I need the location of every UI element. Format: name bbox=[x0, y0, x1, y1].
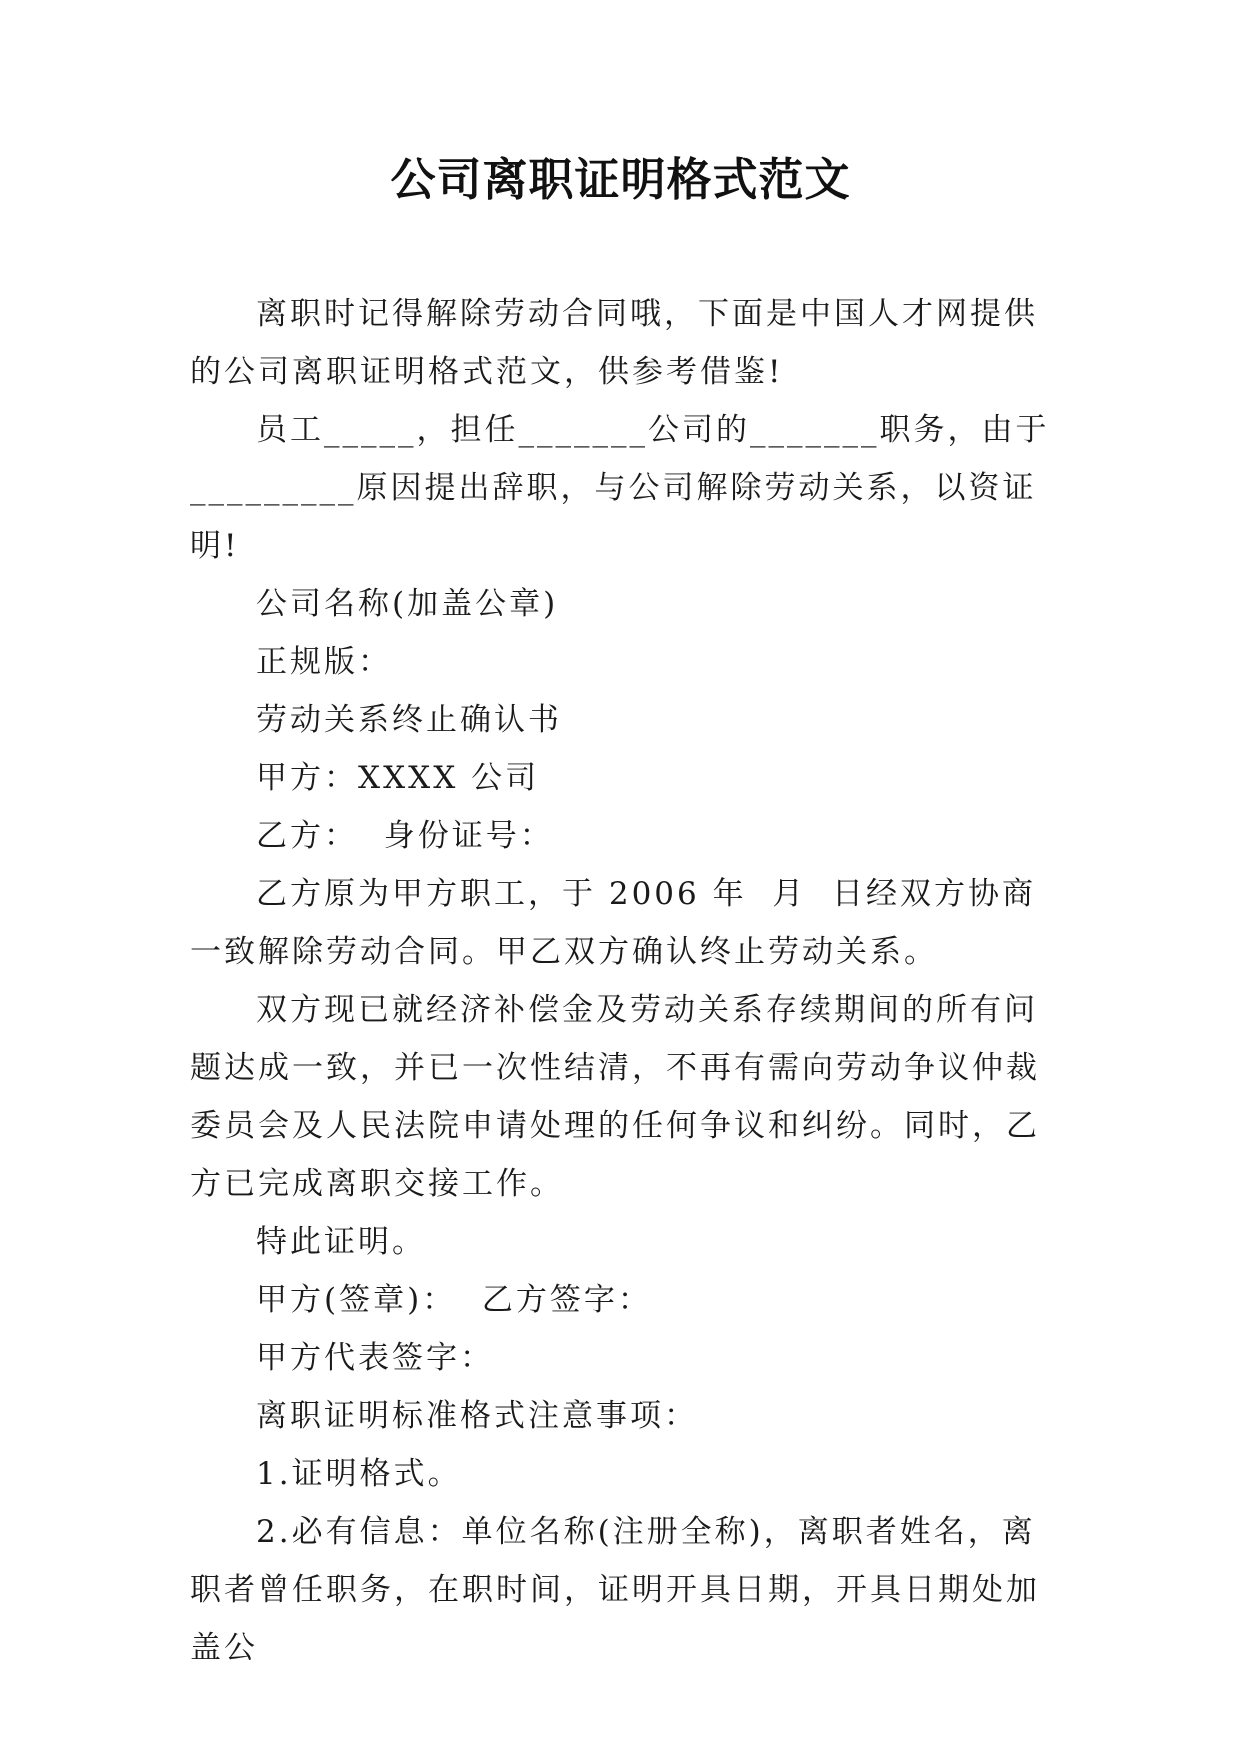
paragraph-hereby-certify: 特此证明。 bbox=[256, 1224, 426, 1260]
document-body bbox=[190, 285, 1050, 1677]
paragraph-party-a: 甲方：XXXX 公司 bbox=[256, 760, 540, 796]
paragraph-termination: 乙方原为甲方职工，于 2006 年 月 日经双方协商一致解除劳动合同。甲乙双方确认终止劳动关系。 bbox=[190, 876, 1037, 970]
paragraph-representative-signature: 甲方代表签字： bbox=[256, 1340, 494, 1376]
paragraph-signatures: 甲方(签章)： 乙方签字： bbox=[256, 1282, 652, 1318]
paragraph-note-1: 1.证明格式。 bbox=[256, 1456, 462, 1492]
paragraph-party-b: 乙方： 身份证号： bbox=[256, 818, 554, 854]
document-title: 公司离职证明格式范文 bbox=[390, 153, 851, 206]
paragraph-formal-version: 正规版： bbox=[256, 644, 392, 680]
paragraph-confirmation-title: 劳动关系终止确认书 bbox=[256, 702, 562, 738]
paragraph-company-name: 公司名称(加盖公章) bbox=[256, 586, 559, 622]
paragraph-certificate-template: 员工_____，担任_______公司的_______职务，由于_________原因提出辞职，与公司解除劳动关系，以资证明! bbox=[190, 412, 1050, 564]
paragraph-notes-heading: 离职证明标准格式注意事项： bbox=[256, 1398, 698, 1434]
paragraph-settlement: 双方现已就经济补偿金及劳动关系存续期间的所有问题达成一致，并已一次性结清，不再有需向劳动争议仲裁委员会及人民法院申请处理的任何争议和纠纷。同时，乙方已完成离职交接工作。 bbox=[190, 992, 1040, 1202]
paragraph-intro: 离职时记得解除劳动合同哦，下面是中国人才网提供的公司离职证明格式范文，供参考借鉴! bbox=[190, 296, 1038, 390]
paragraph-note-2: 2.必有信息：单位名称(注册全称)，离职者姓名，离职者曾任职务，在职时间，证明开具日期，开具日期处加盖公 bbox=[190, 1514, 1040, 1666]
